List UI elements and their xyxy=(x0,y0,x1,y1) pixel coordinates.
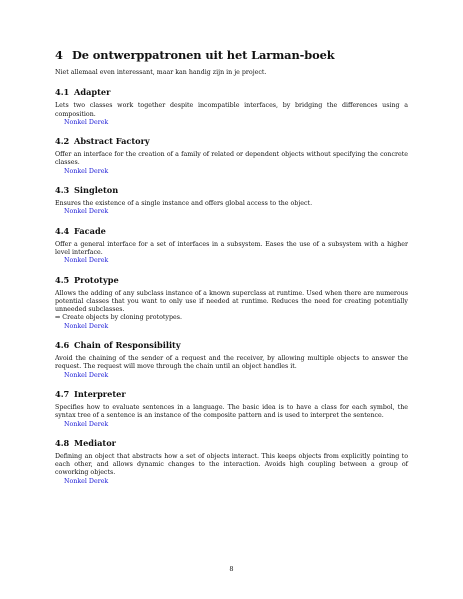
section-body: Specifies how to evaluate sentences in a language. The basic idea is to have a class for each symbol, the syntax tree of a sentence is an instance of the composite pattern and is used to interpret the sentence. xyxy=(55,403,408,420)
section-title: Abstract Factory xyxy=(74,136,150,147)
section-number: 4.6 xyxy=(55,340,70,351)
document-page xyxy=(55,48,408,495)
section-heading xyxy=(55,87,408,97)
section-conclusion: ⇒ Create objects by cloning prototypes. xyxy=(55,314,182,322)
author-link[interactable]: Nonkel Derek xyxy=(64,208,109,216)
author-link[interactable]: Nonkel Derek xyxy=(64,167,109,175)
author-link[interactable]: Nonkel Derek xyxy=(64,118,109,126)
section-body: Offer an interface for the creation of a family of related or dependent objects without specifying the concrete classes. xyxy=(55,151,408,167)
section-mediator xyxy=(55,438,408,486)
section-heading xyxy=(55,389,408,399)
section-number: 4.4 xyxy=(55,225,70,236)
section-heading xyxy=(55,340,408,350)
section-abstract-factory xyxy=(55,136,408,176)
section-body: Ensures the existence of a single instance and offers global access to the object. xyxy=(55,200,313,208)
section-chain-of-responsibility xyxy=(55,340,408,380)
section-heading xyxy=(55,185,408,195)
section-body: Avoid the chaining of the sender of a request and the receiver, by allowing multiple objects to answer the request. The request will move through the chain until an object handles it. xyxy=(55,355,408,371)
section-number: 4.3 xyxy=(55,185,70,196)
author-link[interactable]: Nonkel Derek xyxy=(64,371,109,379)
section-singleton xyxy=(55,185,408,217)
section-heading xyxy=(55,226,408,236)
section-adapter xyxy=(55,87,408,127)
chapter-title: De ontwerppatronen uit het Larman-boek xyxy=(72,48,335,62)
section-heading xyxy=(55,438,408,448)
section-title: Chain of Responsibility xyxy=(74,340,181,351)
section-body: Allows the adding of any subclass instance of a known superclass at runtime. Used when there are numerous potential classes that you want to only use if needed at runtime. Reduces the need for creating potentially unneeded subclasses. xyxy=(55,289,408,314)
section-facade xyxy=(55,226,408,266)
author-link[interactable]: Nonkel Derek xyxy=(64,257,109,265)
section-heading xyxy=(55,275,408,285)
chapter-intro: Niet allemaal even interessant, maar kan handig zijn in je project. xyxy=(55,69,267,76)
section-number: 4.7 xyxy=(55,388,70,399)
author-link[interactable]: Nonkel Derek xyxy=(64,477,109,485)
section-number: 4.8 xyxy=(55,437,70,448)
section-heading xyxy=(55,136,408,146)
section-body: Defining an object that abstracts how a set of objects interact. This keeps objects from explicitly pointing to each other, and allows dynamic changes to the interaction. Avoids high coupling between a group of coworking objects. xyxy=(55,452,408,477)
chapter-heading xyxy=(55,48,408,62)
section-body: Lets two classes work together despite incompatible interfaces, by bridging the differences using a composition. xyxy=(55,102,408,118)
section-number: 4.1 xyxy=(55,87,70,98)
section-prototype xyxy=(55,275,408,331)
author-link[interactable]: Nonkel Derek xyxy=(64,322,109,330)
section-interpreter xyxy=(55,389,408,429)
page-number: 8 xyxy=(229,565,234,573)
author-link[interactable]: Nonkel Derek xyxy=(64,420,109,428)
section-title: Facade xyxy=(74,225,106,236)
chapter-number: 4 xyxy=(55,48,63,62)
section-number: 4.2 xyxy=(55,136,70,147)
section-title: Prototype xyxy=(74,274,119,285)
section-title: Singleton xyxy=(74,185,119,196)
section-body: Offer a general interface for a set of interfaces in a subsystem. Eases the use of a subsystem with a higher level interface. xyxy=(55,240,408,256)
section-title: Interpreter xyxy=(74,388,126,399)
section-title: Mediator xyxy=(74,437,116,448)
section-number: 4.5 xyxy=(55,274,70,285)
section-title: Adapter xyxy=(74,87,111,98)
